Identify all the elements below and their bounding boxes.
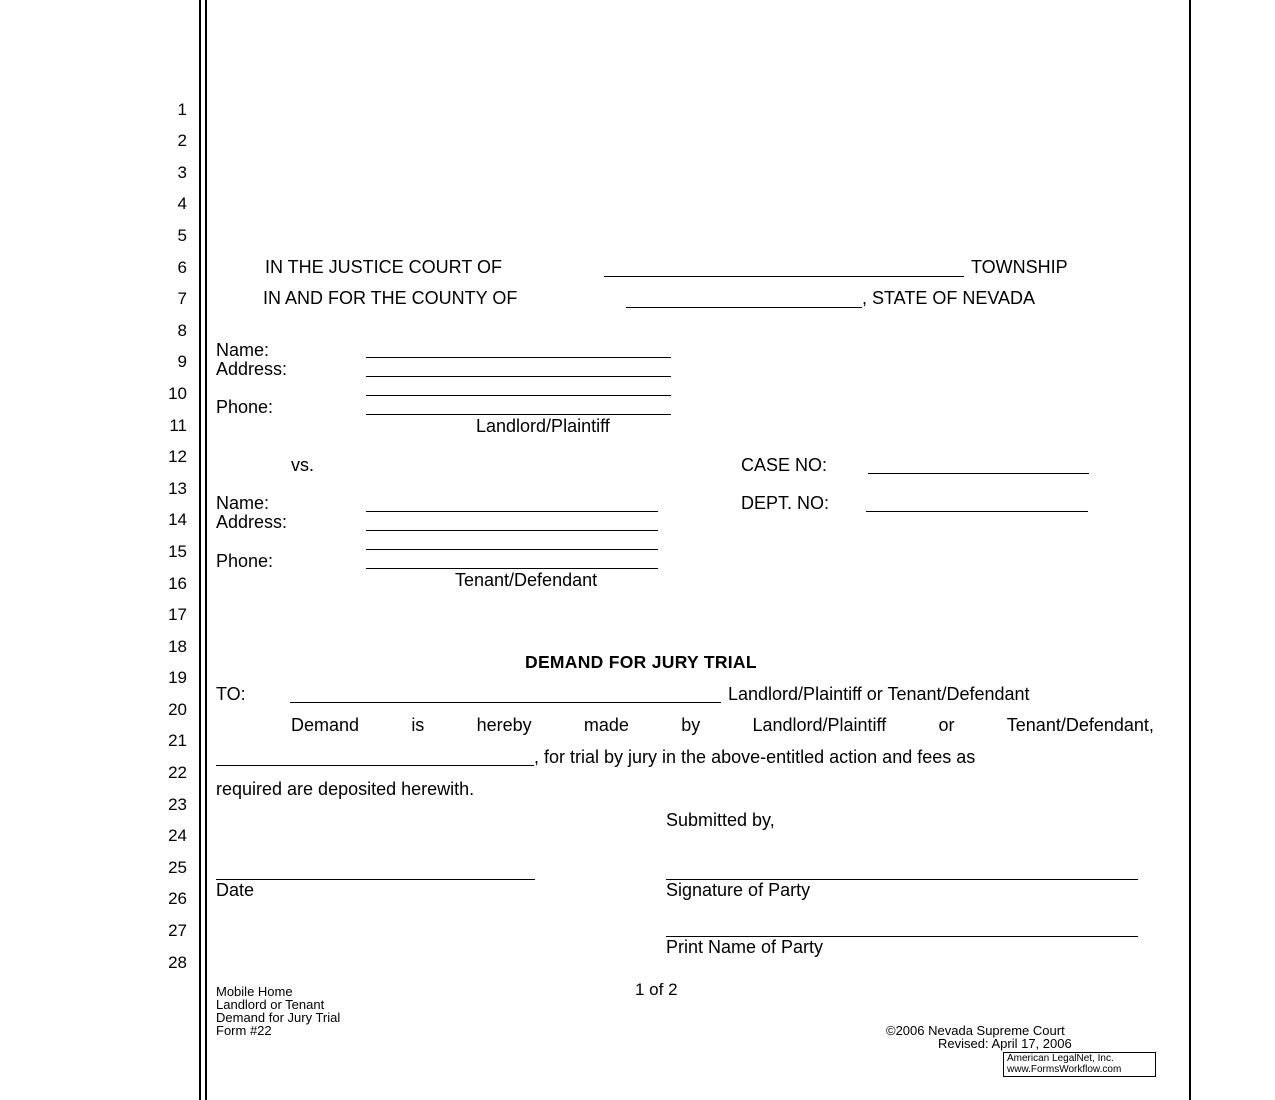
line-number: 9 — [177, 352, 187, 371]
court-caption-line2-suffix: , STATE OF NEVADA — [862, 288, 1036, 308]
line-number: 17 — [168, 605, 187, 624]
plaintiff-role-label: Landlord/Plaintiff — [476, 416, 610, 436]
line-number: 20 — [168, 700, 187, 719]
line-number: 28 — [168, 953, 187, 972]
dept-no-label: DEPT. NO: — [741, 493, 830, 513]
defendant-phone-field[interactable] — [366, 568, 658, 569]
footer-form-info-line: Mobile Home — [216, 984, 293, 999]
township-blank[interactable] — [604, 276, 964, 277]
line-number: 16 — [168, 574, 187, 593]
left-margin-rule-inner — [205, 0, 207, 1100]
to-suffix: Landlord/Plaintiff or Tenant/Defendant — [728, 684, 1030, 704]
court-caption-line1-prefix: IN THE JUSTICE COURT OF — [265, 257, 503, 277]
signature-label: Signature of Party — [666, 880, 811, 900]
line-number: 21 — [168, 731, 187, 750]
publisher-badge — [1003, 1052, 1156, 1077]
body-word: by — [681, 715, 701, 735]
plaintiff-address-field-2[interactable] — [366, 395, 671, 396]
body-word: Tenant/Defendant, — [1006, 715, 1154, 735]
line-number: 22 — [168, 763, 187, 782]
line-number: 11 — [169, 416, 187, 435]
body-word: is — [411, 715, 425, 735]
right-margin-rule — [1189, 0, 1191, 1100]
line-number: 15 — [168, 542, 187, 561]
line-number: 26 — [168, 889, 187, 908]
county-blank[interactable] — [626, 307, 862, 308]
submitted-by-label: Submitted by, — [666, 810, 775, 830]
line-number: 27 — [168, 921, 187, 940]
print-name-label: Print Name of Party — [666, 937, 824, 957]
defendant-name-field[interactable] — [366, 511, 658, 512]
revised-date: Revised: April 17, 2006 — [938, 1036, 1072, 1051]
body-word: made — [583, 715, 629, 735]
publisher-url: www.FormsWorkflow.com — [1007, 1064, 1122, 1075]
body-word: or — [938, 715, 955, 735]
defendant-address-field-2[interactable] — [366, 549, 658, 550]
left-margin-rule-outer — [199, 0, 201, 1100]
document-title: DEMAND FOR JURY TRIAL — [525, 652, 757, 672]
page-indicator: 1 of 2 — [635, 980, 678, 999]
date-label: Date — [216, 880, 255, 900]
line-number: 4 — [177, 194, 187, 213]
line-number: 6 — [177, 258, 187, 277]
line-number: 25 — [168, 858, 187, 877]
footer-form-info-line: Landlord or Tenant — [216, 997, 325, 1012]
line-number: 8 — [177, 321, 187, 340]
defendant-address-label: Address: — [216, 512, 288, 532]
defendant-role-label: Tenant/Defendant — [455, 570, 598, 590]
demanding-party-field[interactable] — [216, 765, 534, 766]
date-field[interactable] — [216, 879, 535, 880]
court-caption-line1-suffix: TOWNSHIP — [971, 257, 1068, 277]
publisher-name: American LegalNet, Inc. — [1007, 1053, 1114, 1064]
line-number: 2 — [177, 131, 187, 150]
plaintiff-name-field[interactable] — [366, 357, 671, 358]
case-no-field[interactable] — [868, 473, 1089, 474]
line-number: 12 — [168, 447, 187, 466]
dept-no-field[interactable] — [866, 511, 1088, 512]
line-number: 23 — [168, 795, 187, 814]
line-number: 13 — [168, 479, 187, 498]
copyright-notice: ©2006 Nevada Supreme Court — [886, 1023, 1065, 1038]
to-recipient-field[interactable] — [290, 702, 721, 703]
body-line-3: required are deposited herewith. — [216, 779, 475, 799]
footer-form-info-line: Form #22 — [216, 1023, 272, 1038]
plaintiff-address-label: Address: — [216, 359, 288, 379]
body-word: hereby — [476, 715, 532, 735]
line-number: 7 — [177, 289, 187, 308]
plaintiff-phone-label: Phone: — [216, 397, 274, 417]
body-word: Landlord/Plaintiff — [752, 715, 887, 735]
line-number: 3 — [177, 163, 187, 182]
plaintiff-address-field-1[interactable] — [366, 376, 671, 377]
versus-label: vs. — [291, 455, 315, 475]
defendant-phone-label: Phone: — [216, 551, 274, 571]
defendant-name-label: Name: — [216, 493, 270, 513]
line-number: 10 — [168, 384, 187, 403]
court-caption-line2-prefix: IN AND FOR THE COUNTY OF — [263, 288, 518, 308]
line-number: 5 — [177, 226, 187, 245]
line-number: 14 — [168, 510, 187, 529]
body-line-1 — [216, 715, 1154, 736]
body-word: Demand — [291, 715, 360, 735]
defendant-address-field-1[interactable] — [366, 530, 658, 531]
plaintiff-phone-field[interactable] — [366, 414, 671, 415]
line-number: 1 — [177, 100, 187, 119]
case-no-label: CASE NO: — [741, 455, 828, 475]
line-number: 18 — [168, 637, 187, 656]
to-label: TO: — [216, 684, 246, 704]
line-number: 19 — [168, 668, 187, 687]
body-line-2-suffix: , for trial by jury in the above-entitled action and fees as — [534, 747, 976, 767]
plaintiff-name-label: Name: — [216, 340, 270, 360]
line-number: 24 — [168, 826, 187, 845]
footer-form-info-line: Demand for Jury Trial — [216, 1010, 341, 1025]
